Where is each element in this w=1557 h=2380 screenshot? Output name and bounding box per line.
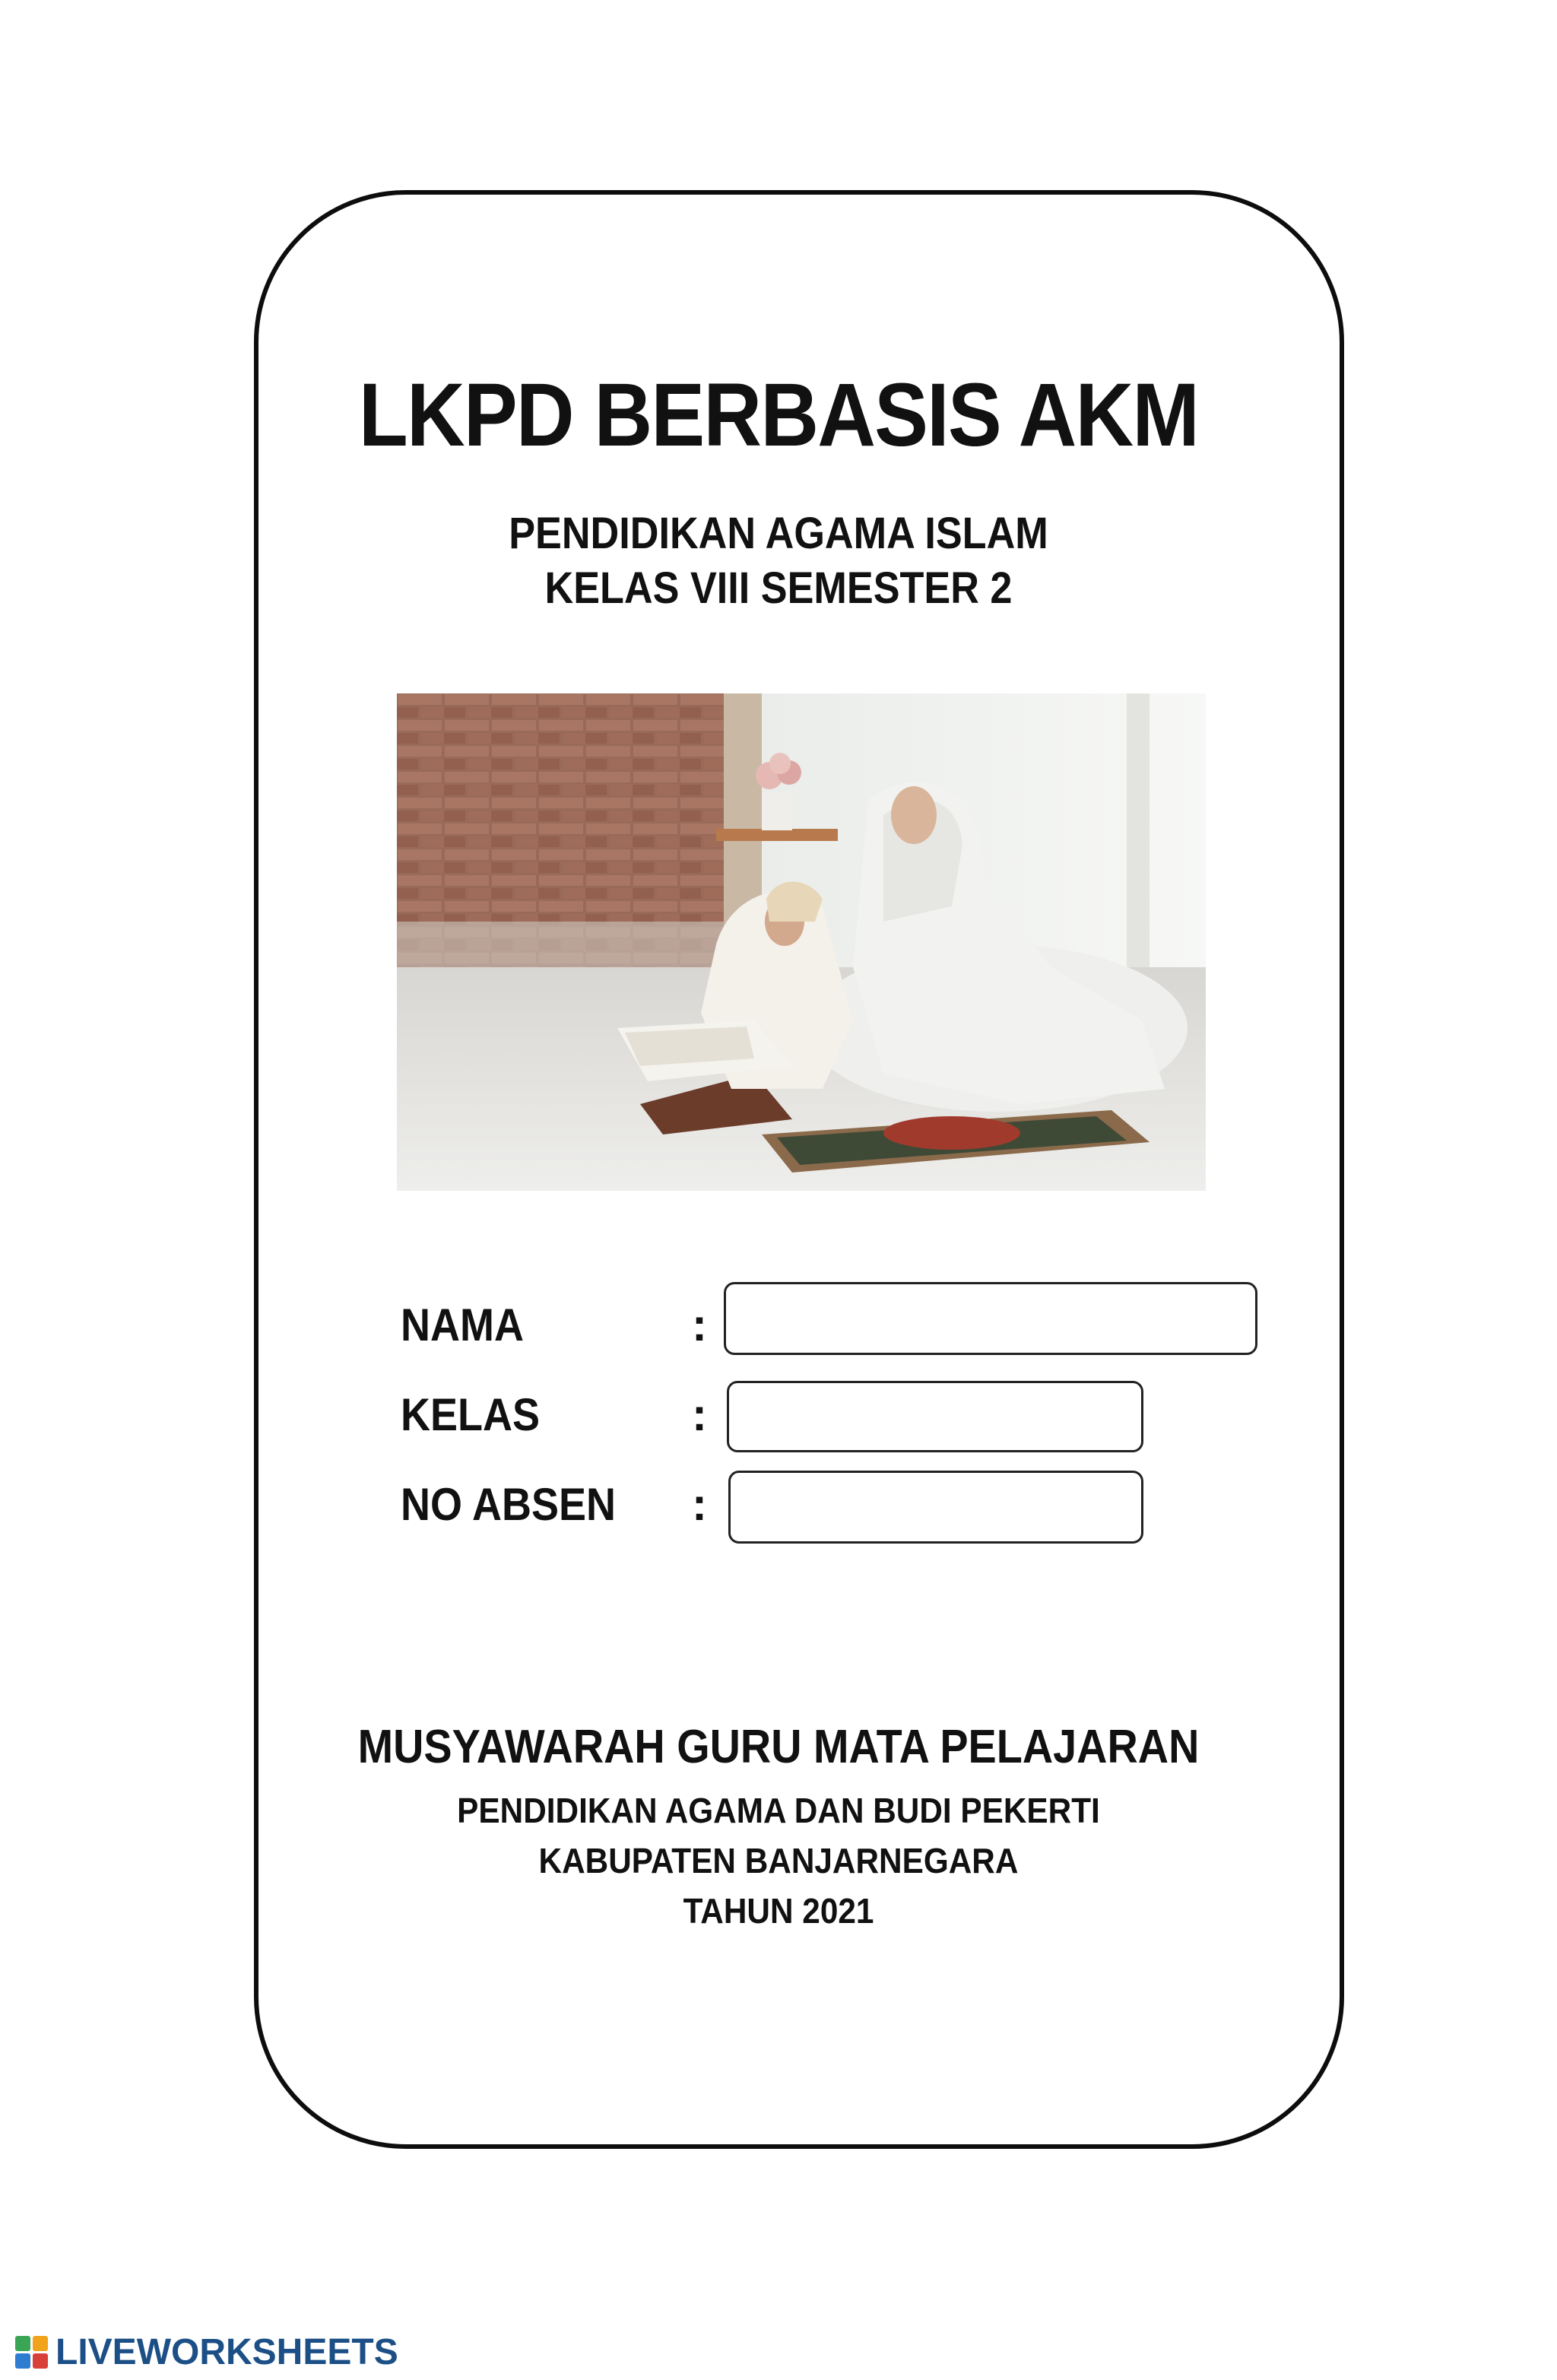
attendance-number-label: NO ABSEN: [401, 1479, 617, 1530]
liveworksheets-brand[interactable]: [15, 2333, 398, 2371]
liveworksheets-logo-icon: [15, 2336, 48, 2369]
cover-photo: [397, 693, 1206, 1191]
attendance-number-input[interactable]: [728, 1471, 1143, 1544]
organizer-year: TAHUN 2021: [683, 1891, 874, 1931]
subject-line: PENDIDIKAN AGAMA ISLAM: [509, 509, 1048, 558]
name-label: NAMA: [401, 1299, 524, 1350]
document-title: LKPD BERBASIS AKM: [358, 365, 1199, 465]
organizer-region: KABUPATEN BANJARNEGARA: [538, 1841, 1019, 1880]
class-input[interactable]: [727, 1381, 1143, 1452]
liveworksheets-wordmark: LIVEWORKSHEETS: [55, 2331, 398, 2372]
class-label: KELAS: [401, 1389, 541, 1440]
class-semester-line: KELAS VIII SEMESTER 2: [544, 563, 1013, 613]
class-colon: :: [692, 1389, 707, 1440]
attendance-number-colon: :: [692, 1479, 707, 1530]
name-colon: :: [692, 1299, 707, 1350]
organizer-subject: PENDIDIKAN AGAMA DAN BUDI PEKERTI: [457, 1791, 1100, 1830]
organizer-heading: MUSYAWARAH GURU MATA PELAJARAN: [357, 1721, 1200, 1773]
name-input[interactable]: [724, 1282, 1257, 1355]
